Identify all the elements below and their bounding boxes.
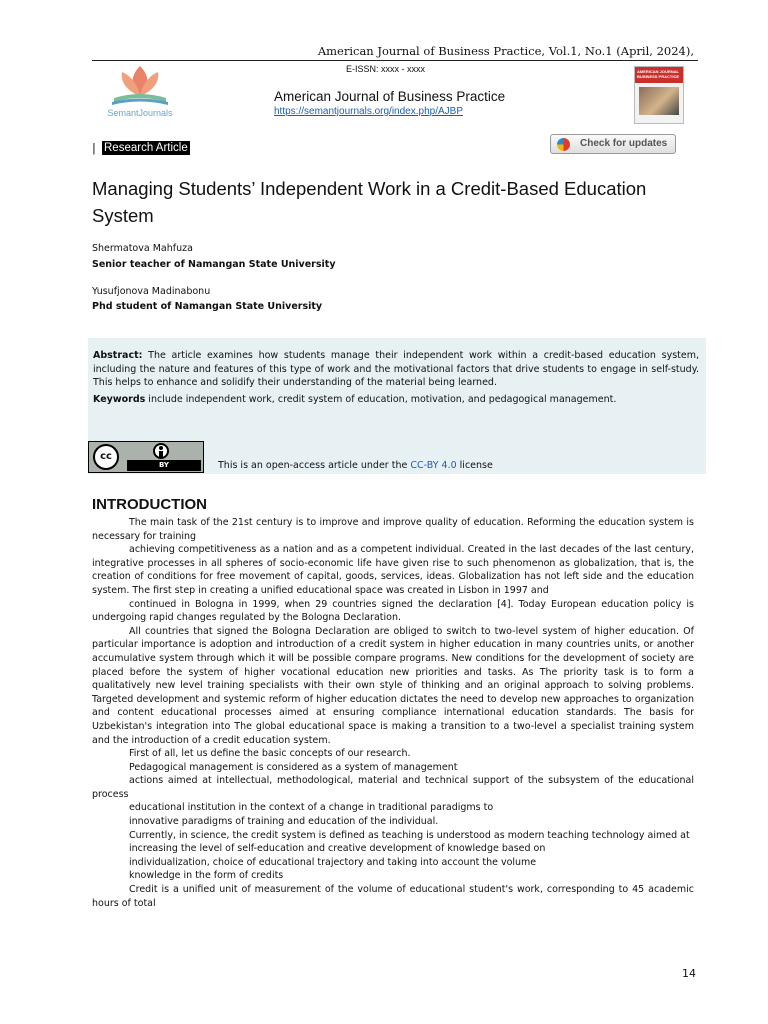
crossmark-icon [557, 138, 570, 151]
eissn: E-ISSN: xxxx - xxxx [346, 64, 426, 74]
license-statement [218, 460, 493, 471]
page-number: 14 [682, 967, 696, 980]
body-paragraph: Currently, in science, the credit system is defined as teaching is understood as modern teaching technology aimed at [129, 829, 690, 841]
body-paragraph: achieving competitiveness as a nation and as a competent individual. Created in the last decades of the last century, integrative processes in all spheres of socio-economic life have given rise to such phenomenon as globalization, that is, the creation of conditions for free movement of capital, goods, services, ideas. Globalization has not left side and the education system. The first step in creating a unified educational space was created in Lisbon in 1997 and [92, 544, 694, 596]
license-link[interactable]: CC-BY 4.0 [410, 460, 457, 471]
body-paragraph: First of all, let us define the basic concepts of our research. [129, 748, 411, 760]
check-for-updates-label: Check for updates [580, 138, 668, 149]
journal-url-link[interactable]: https://semantjournals.org/index.php/AJBP [274, 106, 463, 117]
article-type-marker: | [92, 141, 96, 155]
body-paragraph: actions aimed at intellectual, methodological, material and technical support of the subsystem of the educational process [92, 775, 694, 800]
check-for-updates-button[interactable] [550, 134, 676, 154]
introduction-body [92, 516, 694, 910]
body-paragraph: knowledge in the form of credits [129, 870, 284, 882]
journal-citation: American Journal of Business Practice, Vol.1, No.1 (April, 2024), [317, 44, 694, 58]
creative-commons-icon: cc [93, 444, 119, 470]
cc-by-label: BY [158, 461, 170, 469]
body-paragraph: The main task of the 21st century is to improve and improve quality of education. Reforming the education system is necessary for training [92, 517, 694, 542]
attribution-person-icon [153, 443, 169, 459]
license-suffix: license [456, 460, 493, 471]
author-affiliation: Phd student of Namangan State University [92, 301, 323, 312]
journal-cover-image [634, 66, 684, 124]
body-paragraph: Pedagogical management is considered as a system of management [129, 761, 458, 773]
abstract-text: The article examines how students manage their independent work within a credit-based education system, including the nature and features of this type of work and the motivational factors that drive students to engage in self-study. This helps to enhance and solidify their understanding of the material being learned. [93, 350, 699, 388]
keywords [93, 393, 699, 407]
body-paragraph: increasing the level of self-education and creative development of knowledge based on [129, 843, 546, 855]
license-prefix: This is an open-access article under the [218, 460, 411, 471]
header-divider [92, 60, 698, 61]
cover-title: AMERICAN JOURNAL BUSINESS PRACTICE [637, 69, 680, 79]
author-name: Yusufjonova Madinabonu [92, 286, 211, 297]
keywords-label: Keywords [93, 394, 146, 405]
cc-by-license-badge[interactable] [88, 441, 204, 473]
body-paragraph: All countries that signed the Bologna Declaration are obliged to switch to two-level system of higher education. Of particular importance is adoption and introduction of a credit system in higher education in many countries units, or another accumulative system through which it will be possible compare programs. New conditions for the development of society are placed before the system of higher vocational education new priorities and tasks. As The priority task is to form a qualitatively new level training specialists with their own style of thinking and an original approach to solving problems. Targeted development and systemic reform of higher education dictates the need to develop new approaches to organization and content educational processes aimed at ensuring compliance international education standards. The basis for Uzbekistan's integration into The global educational space is making a transition to a two-level a specialist training system and the introduction of a credit education system. [92, 625, 694, 746]
body-paragraph: individualization, choice of educational trajectory and taking into account the volume [129, 856, 537, 868]
publisher-logo-text: SemantJournals [107, 108, 173, 118]
keywords-text: include independent work, credit system of education, motivation, and pedagogical management. [145, 394, 617, 405]
body-paragraph: innovative paradigms of training and education of the individual. [129, 816, 439, 828]
body-paragraph: Credit is a unified unit of measurement of the volume of educational student's work, corresponding to 45 academic hours of total [92, 884, 694, 909]
author-affiliation: Senior teacher of Namangan State University [92, 259, 336, 270]
body-paragraph: educational institution in the context of a change in traditional paradigms to [129, 802, 494, 814]
author-name: Shermatova Mahfuza [92, 243, 193, 254]
abstract-label: Abstract: [93, 350, 143, 361]
abstract [93, 349, 699, 390]
publisher-logo [90, 62, 190, 122]
section-heading-introduction: INTRODUCTION [92, 496, 207, 513]
journal-name: American Journal of Business Practice [274, 89, 506, 104]
lotus-book-icon [90, 62, 190, 108]
body-paragraph: continued in Bologna in 1999, when 29 countries signed the declaration [4]. Today European education policy is undergoing rapid changes regulated by the Bologna Declaration. [92, 598, 694, 624]
article-type-badge: Research Article [104, 142, 188, 154]
article-title: Managing Students’ Independent Work in a Credit-Based Education System [92, 178, 647, 226]
